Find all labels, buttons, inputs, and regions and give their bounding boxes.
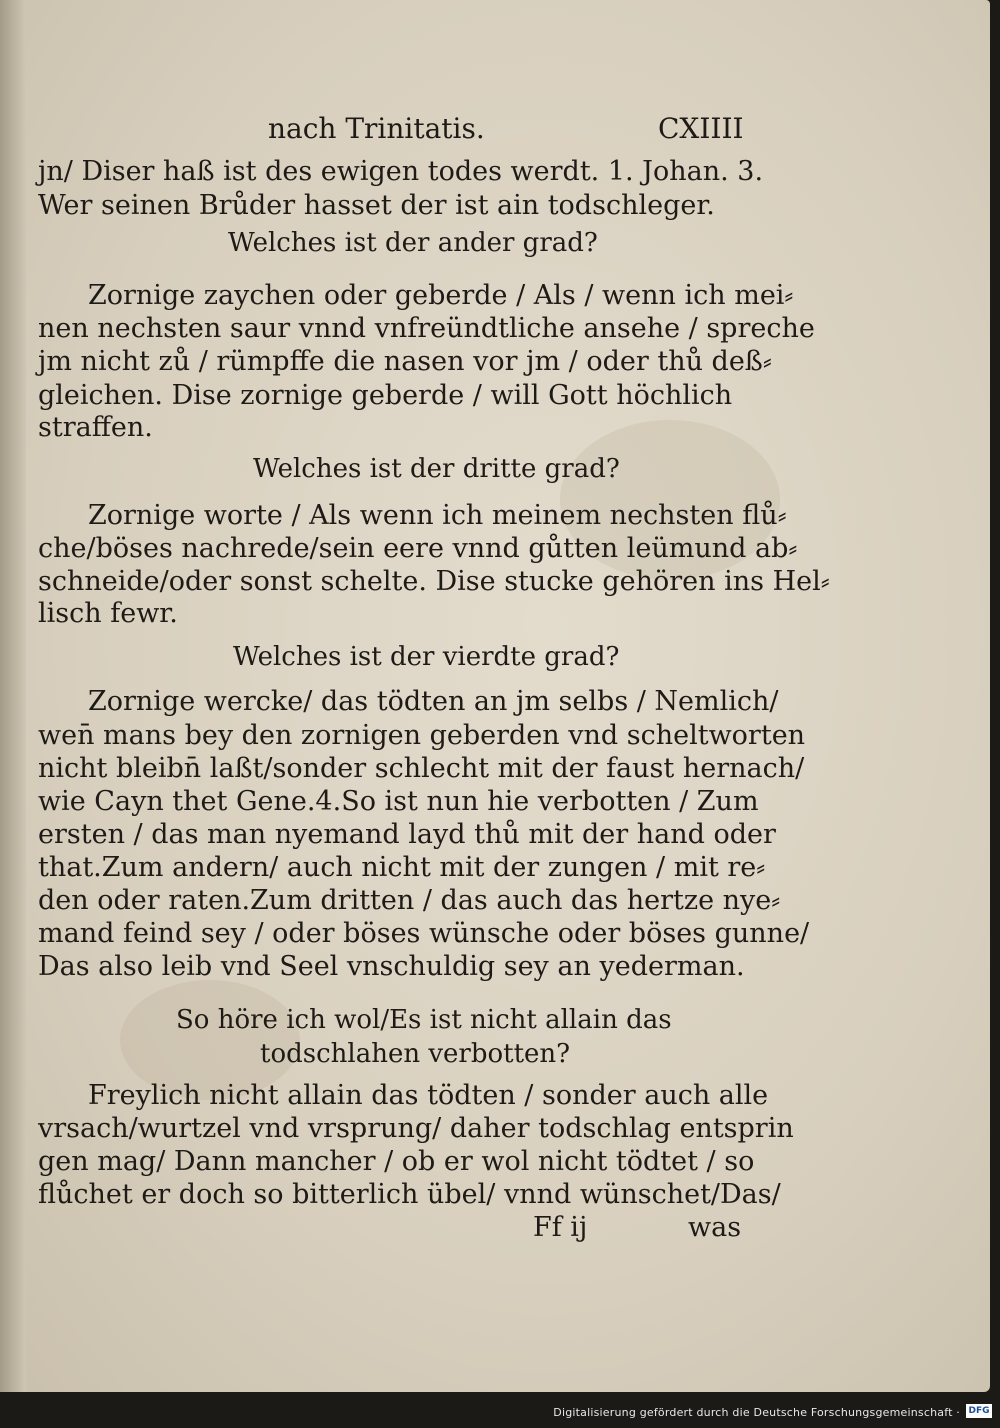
section-heading: Welches ist der vierdte grad? <box>233 642 620 672</box>
text-line: Wer seinen Brůder hasset der ist ain todschleger. <box>38 190 715 221</box>
text-line: Zornige zaychen oder geberde / Als / wenn ich mei⸗ <box>88 280 794 311</box>
text-line: Das also leib vnd Seel vnschuldig sey an yederman. <box>38 951 745 982</box>
text-line: che/böses nachrede/sein eere vnnd gůtten leümund ab⸗ <box>38 533 798 564</box>
text-line: vrsach/wurtzel vnd vrsprung/ daher todschlag entsprin <box>38 1113 794 1144</box>
text-line: jn/ Diser haß ist des ewigen todes werdt. 1. Johan. 3. <box>38 156 764 187</box>
text-line: ersten / das man nyemand layd thů mit der hand oder <box>38 819 776 850</box>
text-line: flůchet er doch so bitterlich übel/ vnnd wünschet/Das/ <box>38 1179 781 1210</box>
text-line: gen mag/ Dann mancher / ob er wol nicht tödtet / so <box>38 1146 755 1177</box>
text-line: nicht bleibn̄ laßt/sonder schlecht mit der faust hernach/ <box>38 753 805 784</box>
text-line: wen̄ mans bey den zornigen geberden vnd scheltworten <box>38 720 806 751</box>
signature-mark: Ff ij <box>533 1212 588 1243</box>
text-line: nen nechsten saur vnnd vnfreündtliche ansehe / spreche <box>38 313 815 344</box>
text-line: gleichen. Dise zornige geberde / will Gott höchlich <box>38 380 733 411</box>
folio-number: CXIIII <box>658 112 744 145</box>
funding-credit: Digitalisierung gefördert durch die Deutsche Forschungsgemeinschaft · <box>553 1406 960 1419</box>
section-heading: So höre ich wol/Es ist nicht allain das <box>176 1005 672 1035</box>
section-heading: todschlahen verbotten? <box>260 1039 571 1069</box>
text-line: mand feind sey / oder böses wünsche oder böses gunne/ <box>38 918 810 949</box>
text-line: Freylich nicht allain das tödten / sonder auch alle <box>88 1080 769 1111</box>
text-line: jm nicht zů / rümpffe die nasen vor jm / oder thů deß⸗ <box>38 346 772 377</box>
text-line: Zornige wercke/ das tödten an jm selbs / Nemlich/ <box>88 686 779 717</box>
catchword: was <box>688 1212 742 1243</box>
section-heading: Welches ist der dritte grad? <box>253 454 620 484</box>
page-gutter-shadow <box>0 0 26 1392</box>
text-line: Zornige worte / Als wenn ich meinem nechsten flů⸗ <box>88 500 787 531</box>
section-heading: Welches ist der ander grad? <box>228 228 598 258</box>
text-line: straffen. <box>38 412 153 443</box>
text-line: schneide/oder sonst schelte. Dise stucke gehören ins Hel⸗ <box>38 566 830 597</box>
text-line: lisch fewr. <box>38 598 178 629</box>
running-head-title: nach Trinitatis. <box>268 112 485 145</box>
text-line: wie Cayn thet Gene.4.So ist nun hie verbotten / Zum <box>38 786 759 817</box>
dfg-logo: DFG <box>966 1404 992 1418</box>
text-line: that.Zum andern/ auch nicht mit der zungen / mit re⸗ <box>38 852 766 883</box>
text-line: den oder raten.Zum dritten / das auch das hertze nye⸗ <box>38 885 781 916</box>
